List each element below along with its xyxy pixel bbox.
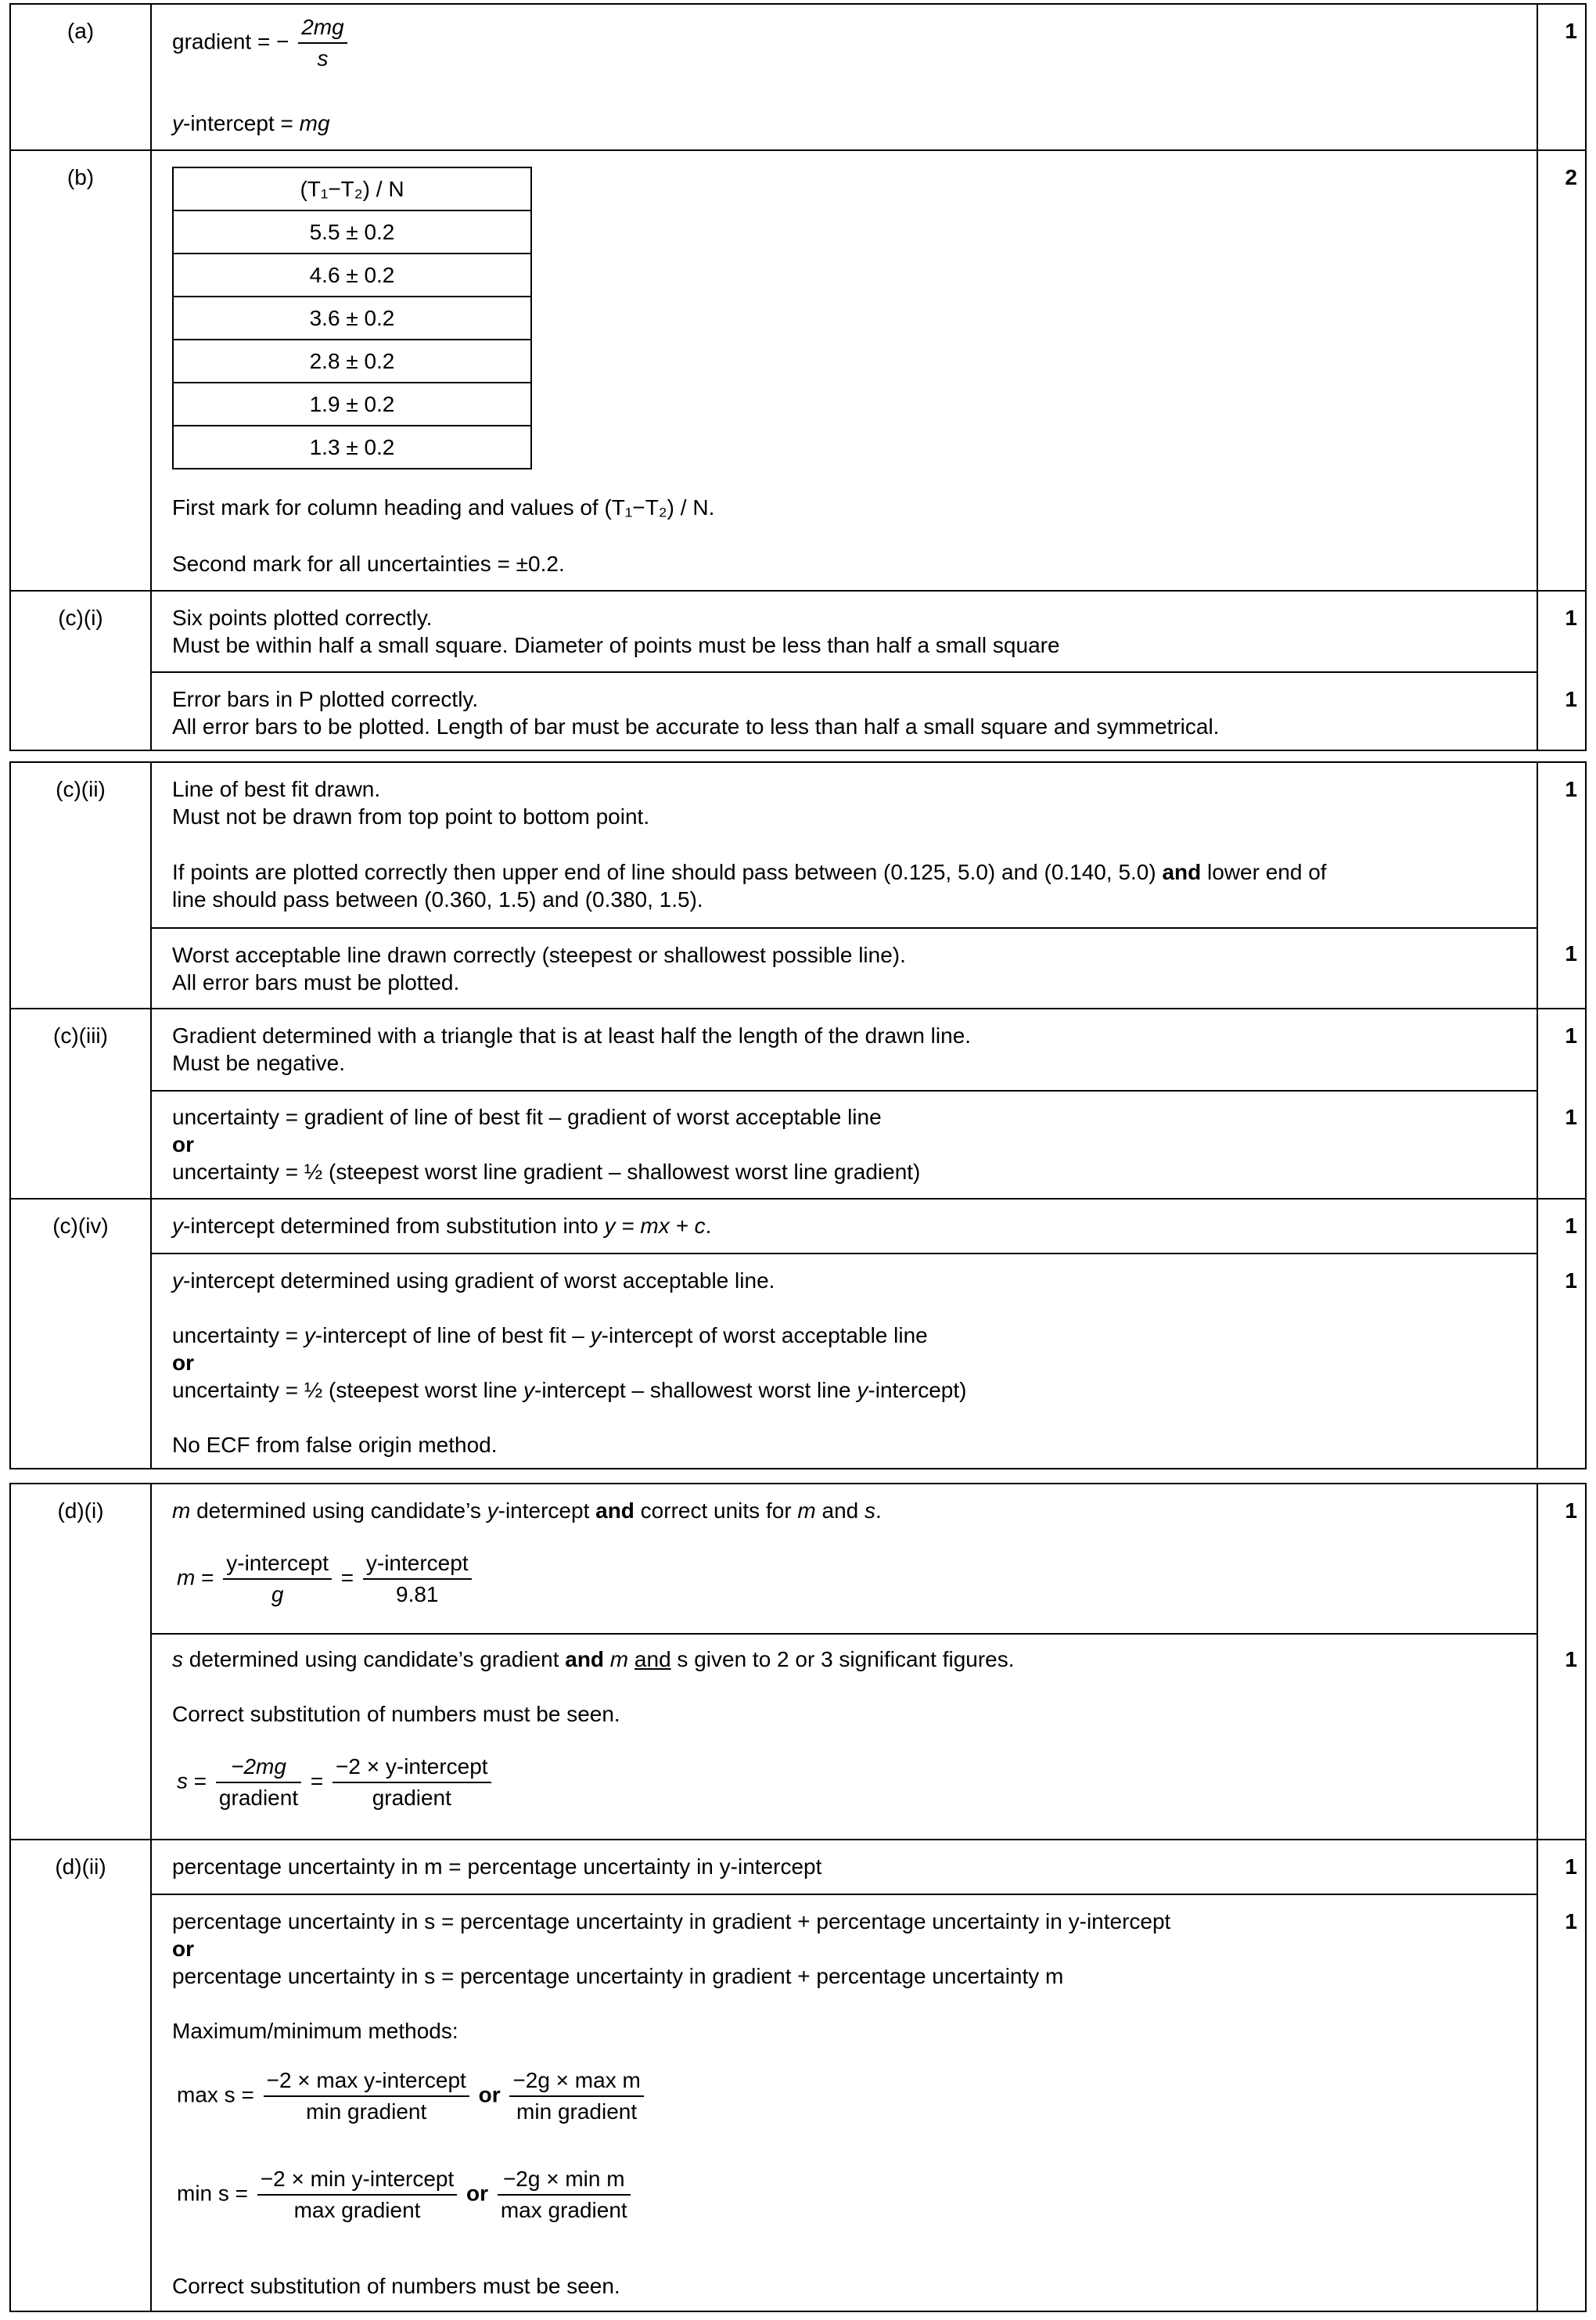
part-label: (b) — [66, 165, 95, 189]
row-c-iii — [11, 1008, 1585, 1198]
equation-lhs: max s = — [177, 2082, 254, 2107]
row-a — [11, 5, 1585, 149]
min-s-equation — [177, 2164, 634, 2225]
row-b — [11, 149, 1585, 590]
mark-value: 1 — [1565, 777, 1577, 801]
text-line: line should pass between (0.360, 1.5) and (0.380, 1.5). — [172, 887, 703, 912]
text-line: All error bars must be plotted. — [172, 970, 460, 995]
text-line: Maximum/minimum methods: — [172, 2019, 458, 2043]
s-fraction-2 — [332, 1752, 491, 1813]
m-equation: m = $\frac{\text{y-intercept}}{g}$ = $\frac{\text{y-intercept}}{9.81}$ — [177, 1548, 475, 1610]
fraction-numerator: 2mg — [298, 13, 347, 44]
part-label: (c)(iv) — [52, 1214, 109, 1238]
mark-scheme-block-1 — [9, 3, 1587, 751]
text-line: uncertainty = ½ (steepest worst line gradient – shallowest worst line gradient) — [172, 1160, 921, 1184]
m-symbol: m — [797, 1498, 816, 1523]
text-line: Worst acceptable line drawn correctly (steepest or shallowest possible line). — [172, 943, 906, 967]
table-cell: 4.6 ± 0.2 — [173, 254, 531, 297]
gradient-equation — [172, 13, 350, 74]
s-fraction-1 — [216, 1752, 301, 1813]
text-line: All error bars to be plotted. Length of bar must be accurate to less than half a small square and symmetrical. — [172, 714, 1220, 739]
or-text: or — [172, 1937, 194, 1961]
table-cell: 5.5 ± 0.2 — [173, 210, 531, 254]
mark-scheme-block-2 — [9, 761, 1587, 1469]
text-line — [172, 1322, 928, 1349]
fraction-denominator: min gradient — [306, 2099, 427, 2124]
m-symbol: m — [172, 1498, 191, 1523]
divider — [150, 1633, 1538, 1635]
part-label: (d)(ii) — [55, 1854, 106, 1879]
bold-and: and — [1162, 860, 1202, 884]
part-label: (a) — [66, 19, 95, 43]
s-symbol: s — [172, 1647, 183, 1671]
text-line — [172, 1376, 966, 1404]
y-symbol: y — [172, 111, 183, 135]
m-fraction-2 — [363, 1548, 472, 1610]
gradient-fraction — [298, 13, 347, 74]
text-line: Must be negative. — [172, 1051, 346, 1075]
equation: y = mx + c — [604, 1214, 706, 1238]
text-line: uncertainty = gradient of line of best fit – gradient of worst acceptable line — [172, 1105, 882, 1129]
fraction-numerator: −2 × y-intercept — [332, 1752, 491, 1783]
m-fraction-1 — [223, 1548, 332, 1610]
mark-scheme-block-3 — [9, 1483, 1587, 2312]
mark-value: 1 — [1565, 1854, 1577, 1879]
or-text: or — [172, 1132, 194, 1156]
max-s-equation — [177, 2066, 647, 2127]
text-line — [172, 858, 1327, 886]
max-fraction-2 — [509, 2066, 643, 2127]
y-symbol: y — [857, 1378, 868, 1402]
fraction-numerator: y-intercept — [363, 1548, 472, 1580]
y-symbol: y — [523, 1378, 534, 1402]
y-symbol: y — [304, 1323, 315, 1347]
yint-text: -intercept = — [183, 111, 300, 135]
text-line: Must be within half a small square. Diameter of points must be less than half a small square — [172, 633, 1060, 657]
row-c-ii — [11, 763, 1585, 1008]
text-part: -intercept – shallowest worst line — [534, 1378, 857, 1402]
fraction-numerator: y-intercept — [223, 1548, 332, 1580]
row-d-ii — [11, 1839, 1585, 2311]
table-cell: 2.8 ± 0.2 — [173, 340, 531, 383]
divider — [150, 927, 1538, 929]
text-line: y-intercept determined from substitution into y = mx + c. — [172, 1214, 712, 1238]
part-label: (c)(iii) — [53, 1023, 108, 1048]
part-label: (c)(i) — [58, 606, 103, 630]
gradient-text: gradient = − — [172, 29, 289, 54]
m-symbol: m — [604, 1647, 634, 1671]
min-fraction-2 — [498, 2164, 631, 2225]
or-text: or — [466, 2181, 489, 2206]
text-part: determined using candidate’s — [190, 1498, 487, 1523]
fraction-denominator: max gradient — [500, 2198, 627, 2222]
or-text: or — [172, 1351, 194, 1375]
mg-symbol: mg — [299, 111, 330, 135]
text-line: Correct substitution of numbers must be seen. — [172, 2274, 620, 2298]
text-line — [172, 1267, 775, 1294]
fraction-denominator: 9.81 — [396, 1582, 439, 1606]
note-second-mark: Second mark for all uncertainties = ±0.2. — [172, 552, 565, 576]
y-symbol: y — [590, 1323, 602, 1347]
y-symbol: y — [487, 1498, 498, 1523]
fraction-denominator: s — [317, 46, 329, 70]
part-label: (c)(ii) — [56, 777, 106, 801]
fraction-denominator: gradient — [372, 1786, 451, 1810]
underlined-and: and — [634, 1647, 671, 1671]
mark-value: 1 — [1565, 606, 1577, 630]
mark-value: 1 — [1565, 1268, 1577, 1293]
table-header: (T₁−T₂) / N — [173, 167, 531, 210]
mark-value: 1 — [1565, 1105, 1577, 1129]
y-symbol: y — [172, 1214, 183, 1238]
divider — [150, 671, 1538, 673]
mark-value: 1 — [1565, 941, 1577, 966]
text-line: percentage uncertainty in m = percentage uncertainty in y-intercept — [172, 1854, 822, 1879]
yintercept-line — [172, 110, 330, 137]
fraction-numerator: −2g × min m — [498, 2164, 631, 2196]
row-c-i — [11, 590, 1585, 750]
mark-value: 1 — [1565, 687, 1577, 711]
m-symbol: m — [177, 1565, 196, 1590]
text-line: No ECF from false origin method. — [172, 1433, 498, 1457]
divider — [150, 1090, 1538, 1092]
fraction-numerator: −2 × min y-intercept — [257, 2164, 457, 2196]
y-symbol: y — [172, 1268, 183, 1293]
table-cell: 3.6 ± 0.2 — [173, 297, 531, 340]
fraction-numerator: −2g × max m — [509, 2066, 643, 2097]
max-fraction-1 — [264, 2066, 469, 2127]
text-line — [172, 1646, 1015, 1673]
mark-value: 2 — [1565, 165, 1577, 189]
divider — [150, 1253, 1538, 1254]
fraction-denominator: g — [271, 1582, 284, 1606]
or-text: or — [478, 2082, 501, 2107]
divider — [150, 1894, 1538, 1895]
s-symbol: s — [177, 1768, 188, 1793]
s-symbol: s — [864, 1498, 876, 1523]
fraction-numerator: −2mg — [216, 1752, 301, 1783]
text-line: Must not be drawn from top point to bottom point. — [172, 804, 650, 829]
min-fraction-1 — [257, 2164, 457, 2225]
fraction-denominator: gradient — [218, 1786, 299, 1810]
row-c-iv — [11, 1198, 1585, 1468]
text-line: m determined using candidate’s y-intercept and correct units for m and s. — [172, 1498, 882, 1523]
text-part: -intercept — [498, 1498, 596, 1523]
text-part: determined using candidate’s gradient — [183, 1647, 566, 1671]
text-part: and — [815, 1498, 865, 1523]
text-line: Line of best fit drawn. — [172, 777, 381, 801]
text-part: -intercept determined from substitution into — [183, 1214, 605, 1238]
text-part: correct units for — [634, 1498, 798, 1523]
text-part: lower end of — [1201, 860, 1327, 884]
text-part: s given to 2 or 3 significant figures. — [670, 1647, 1015, 1671]
text-part: -intercept) — [868, 1378, 967, 1402]
values-table — [172, 167, 532, 469]
mark-value: 1 — [1565, 1023, 1577, 1048]
text-line: percentage uncertainty in s = percentage uncertainty in gradient + percentage uncertainty in y-intercept — [172, 1909, 1171, 1933]
part-label: (d)(i) — [57, 1498, 104, 1523]
row-d-i — [11, 1484, 1585, 1839]
equation-lhs: min s = — [177, 2181, 249, 2206]
mark-value: 1 — [1565, 19, 1577, 43]
table-cell: 1.3 ± 0.2 — [173, 426, 531, 469]
text-part: uncertainty = — [172, 1323, 304, 1347]
fraction-denominator: max gradient — [293, 2198, 421, 2222]
note-first-mark: First mark for column heading and values of (T₁−T₂) / N. — [172, 495, 715, 520]
mark-value: 1 — [1565, 1909, 1577, 1933]
text-line: Six points plotted correctly. — [172, 606, 433, 630]
bold-and: and — [565, 1647, 605, 1671]
text-part: -intercept of line of best fit – — [315, 1323, 591, 1347]
bold-and: and — [595, 1498, 634, 1523]
s-equation: s = $\frac{-2mg}{\text{gradient}}$ = $\frac{\text{−2 × y-intercept}}{\text{gradient}}$ — [177, 1752, 494, 1813]
fraction-numerator: −2 × max y-intercept — [264, 2066, 469, 2097]
text-line: Correct substitution of numbers must be seen. — [172, 1702, 620, 1726]
text-line: Error bars in P plotted correctly. — [172, 687, 479, 711]
text-part: If points are plotted correctly then upper end of line should pass between (0.125, 5.0) and (0.140, 5.0) — [172, 860, 1163, 884]
fraction-denominator: min gradient — [516, 2099, 638, 2124]
text-line: Gradient determined with a triangle that is at least half the length of the drawn line. — [172, 1023, 972, 1048]
text-part: -intercept determined using gradient of worst acceptable line. — [183, 1268, 775, 1293]
text-part: -intercept of worst acceptable line — [601, 1323, 928, 1347]
mark-value: 1 — [1565, 1214, 1577, 1238]
mark-value: 1 — [1565, 1498, 1577, 1523]
mark-value: 1 — [1565, 1647, 1577, 1671]
table-cell: 1.9 ± 0.2 — [173, 383, 531, 426]
text-part: uncertainty = ½ (steepest worst line — [172, 1378, 523, 1402]
text-line: percentage uncertainty in s = percentage uncertainty in gradient + percentage uncertainty m — [172, 1964, 1064, 1988]
